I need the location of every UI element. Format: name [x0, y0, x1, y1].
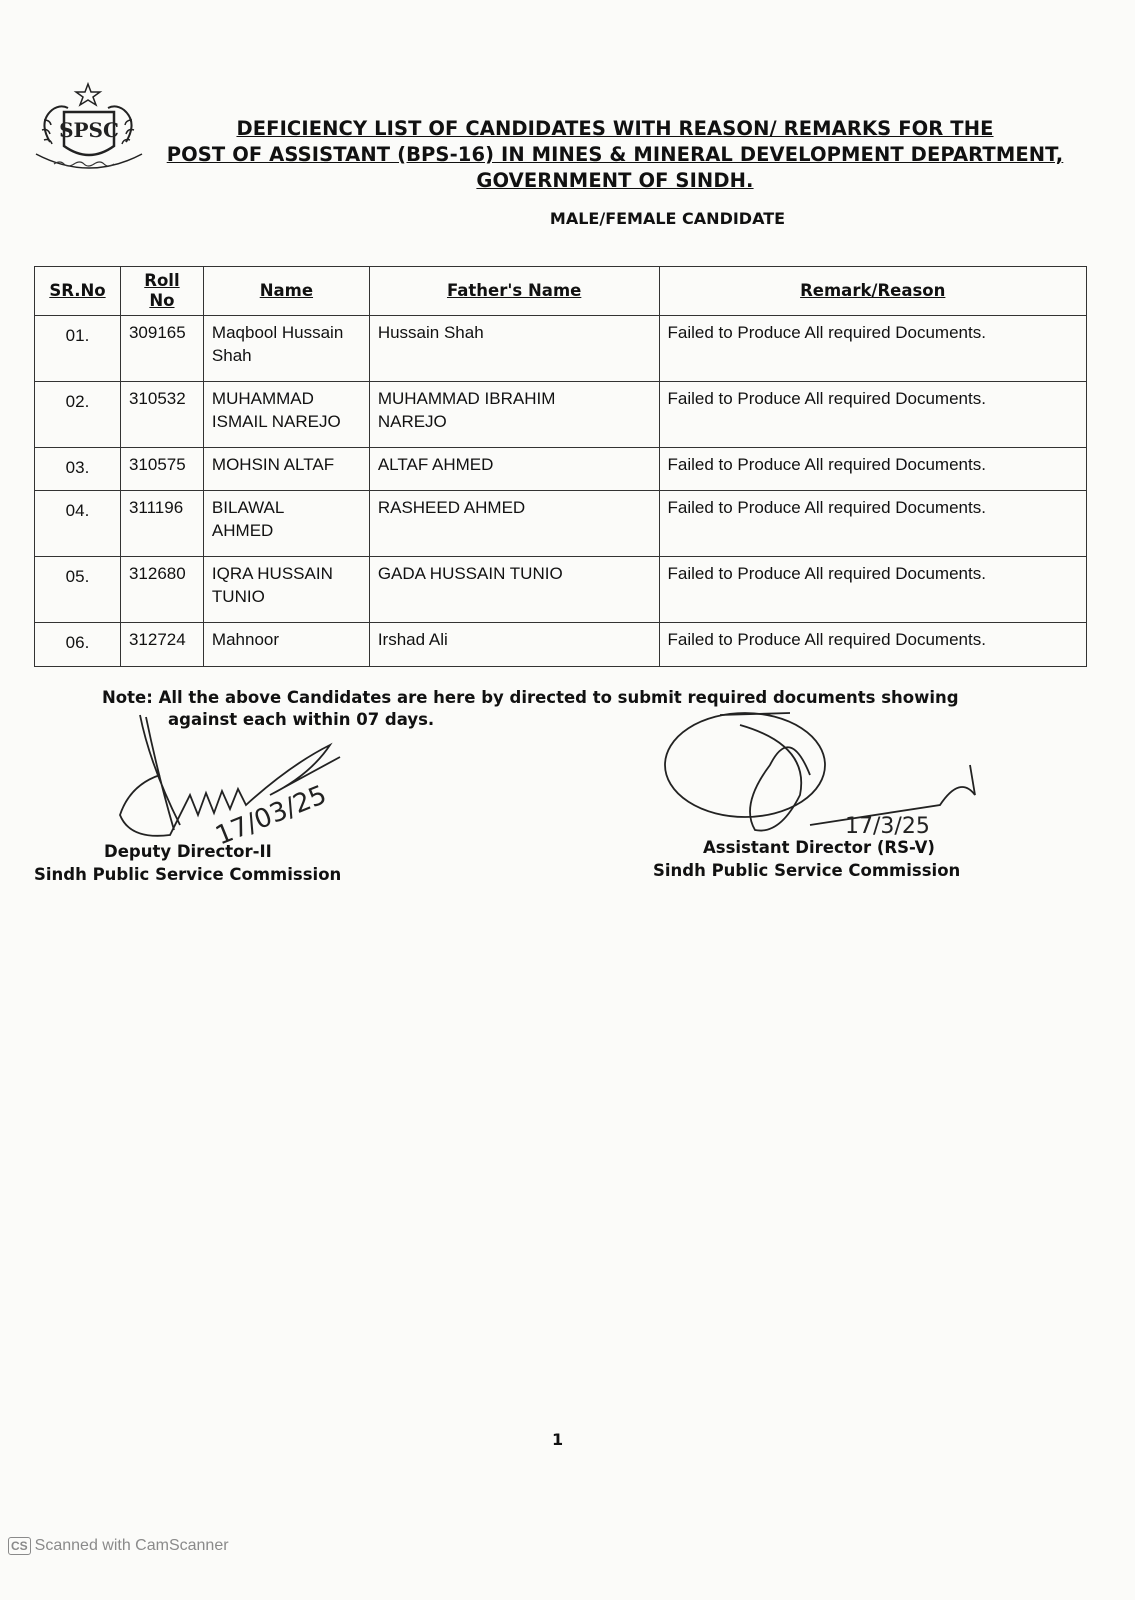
right-organization: Sindh Public Service Commission	[653, 861, 961, 880]
table-row	[35, 448, 1087, 491]
cell-name	[203, 623, 369, 667]
cell-sr-no: 03.	[35, 448, 121, 491]
cell-father-name	[369, 491, 659, 557]
cell-sr-no: 06.	[35, 623, 121, 667]
document-subtitle: MALE/FEMALE CANDIDATE	[549, 209, 786, 228]
cell-name	[203, 491, 369, 557]
father-line-1: Hussain Shah	[377, 323, 484, 342]
table-row	[35, 382, 1087, 448]
right-date-scrawl: 17/3/25	[845, 814, 930, 839]
left-designation: Deputy Director-II	[104, 842, 272, 861]
table-header-row	[35, 267, 1087, 316]
table-row	[35, 316, 1087, 382]
logo-text: SPSC	[59, 118, 119, 142]
title-line-3: GOVERNMENT OF SINDH.	[476, 169, 754, 192]
father-line-1: MUHAMMAD IBRAHIM	[377, 389, 556, 408]
father-line-1: RASHEED AHMED	[377, 498, 526, 517]
father-line-2: NAREJO	[377, 412, 447, 431]
signature-right-scrawl	[660, 705, 990, 850]
cell-father-name	[369, 382, 659, 448]
left-organization: Sindh Public Service Commission	[34, 865, 342, 884]
watermark-text: Scanned with CamScanner	[34, 1537, 229, 1554]
title-line-1: DEFICIENCY LIST OF CANDIDATES WITH REASON/ REMARKS FOR THE	[236, 117, 994, 140]
father-line-1: Irshad Ali	[377, 630, 448, 649]
cell-father-name	[369, 448, 659, 491]
cell-name	[203, 557, 369, 623]
cell-roll-no: 311196	[120, 491, 203, 557]
name-line-1: Mahnoor	[211, 630, 280, 649]
table-row	[35, 557, 1087, 623]
right-designation: Assistant Director (RS-V)	[703, 838, 935, 857]
name-line-1: MUHAMMAD	[211, 389, 314, 408]
header-remark: Remark/Reason	[659, 267, 1087, 316]
header-roll-line-2: No	[149, 291, 175, 310]
name-line-2: TUNIO	[211, 587, 265, 606]
header-name: Name	[203, 267, 369, 316]
name-line-2: ISMAIL NAREJO	[211, 412, 341, 431]
father-line-1: GADA HUSSAIN TUNIO	[377, 564, 563, 583]
cell-name	[203, 448, 369, 491]
cell-sr-no: 01.	[35, 316, 121, 382]
father-line-1: ALTAF AHMED	[377, 455, 494, 474]
name-line-2: Shah	[211, 346, 252, 365]
cell-father-name	[369, 557, 659, 623]
cell-remark: Failed to Produce All required Documents.	[659, 491, 1087, 557]
cell-father-name	[369, 316, 659, 382]
cell-name	[203, 382, 369, 448]
header-roll-line-1: Roll	[144, 271, 180, 290]
left-date-scrawl: 17/03/25	[211, 779, 331, 852]
cell-roll-no: 310532	[120, 382, 203, 448]
document-title	[150, 116, 1080, 194]
header-sr-no: SR.No	[35, 267, 121, 316]
spsc-logo	[30, 82, 148, 187]
cell-remark: Failed to Produce All required Documents.	[659, 448, 1087, 491]
candidate-table	[34, 266, 1087, 667]
cell-remark: Failed to Produce All required Documents.	[659, 557, 1087, 623]
signature-left	[34, 840, 341, 886]
cell-sr-no: 05.	[35, 557, 121, 623]
name-line-1: Maqbool Hussain	[211, 323, 344, 342]
cell-roll-no: 310575	[120, 448, 203, 491]
cell-roll-no: 312680	[120, 557, 203, 623]
page-number: 1	[552, 1430, 564, 1449]
note-line-1: Note: All the above Candidates are here by directed to submit required documents showing	[102, 688, 959, 707]
cell-remark: Failed to Produce All required Documents.	[659, 623, 1087, 667]
header-father-name: Father's Name	[369, 267, 659, 316]
cell-father-name	[369, 623, 659, 667]
cell-name	[203, 316, 369, 382]
cell-sr-no: 02.	[35, 382, 121, 448]
name-line-1: BILAWAL	[211, 498, 285, 517]
table-row	[35, 491, 1087, 557]
name-line-2: AHMED	[211, 521, 274, 540]
name-line-1: MOHSIN ALTAF	[211, 455, 335, 474]
cell-remark: Failed to Produce All required Documents.	[659, 382, 1087, 448]
cell-roll-no: 309165	[120, 316, 203, 382]
camscanner-icon: CS	[8, 1537, 31, 1555]
scanner-watermark	[8, 1537, 229, 1555]
header-roll-no	[120, 267, 203, 316]
cell-roll-no: 312724	[120, 623, 203, 667]
signature-left-scrawl	[110, 705, 360, 855]
table-row	[35, 623, 1087, 667]
name-line-1: IQRA HUSSAIN	[211, 564, 333, 583]
note-line-2: against each within 07 days.	[168, 710, 435, 729]
signature-right	[653, 836, 960, 882]
cell-sr-no: 04.	[35, 491, 121, 557]
title-line-2: POST OF ASSISTANT (BPS-16) IN MINES & MINERAL DEVELOPMENT DEPARTMENT,	[166, 143, 1064, 166]
cell-remark: Failed to Produce All required Documents.	[659, 316, 1087, 382]
